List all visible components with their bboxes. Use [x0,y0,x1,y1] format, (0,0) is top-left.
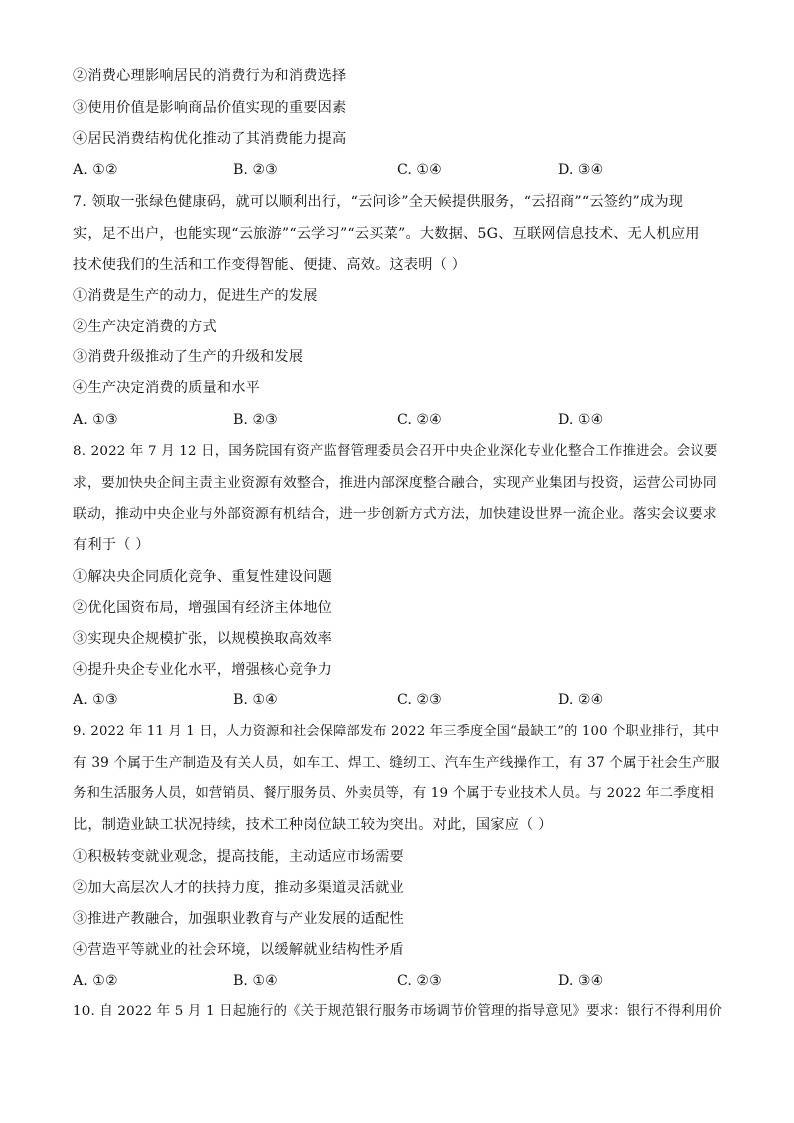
q7-statement-1: ①消费是生产的动力，促进生产的发展 [73,288,318,304]
q9-option-b: B. ①④ [233,973,278,989]
q7-option-a: A. ①③ [73,412,118,428]
q9-stem-line-1: 9. 2022 年 11 月 1 日，人力资源和社会保障部发布 2022 年三季度全国“最缺工”的 100 个职业排行，其中 [73,724,720,739]
q9-options [73,971,723,991]
q7-option-b: B. ②③ [233,412,278,428]
q9-statement-2: ②加大高层次人才的扶持力度，推动多渠道灵活就业 [73,880,404,896]
q9-stem-line-2: 有 39 个属于生产制造及有关人员，如车工、焊工、缝纫工、汽车生产线操作工，有 37 个属于社会生产服 [73,755,720,771]
q7-stem-line-1: 7. 领取一张绿色健康码，就可以顺利出行，“云问诊”全天候提供服务，“云招商”“云签约”成为现 [73,194,684,210]
q9-stem-line-4: 比，制造业缺工状况持续，技术工种岗位缺工较为突出。对此，国家应（ ） [73,817,553,833]
q8-options [73,690,723,710]
q10-stem-line-1: 10. 自 2022 年 5 月 1 日起施行的《关于规范银行服务市场调节价管理的指导意见》要求：银行不得利用价 [73,1004,723,1019]
q6-statement-3: ③使用价值是影响商品价值实现的重要因素 [73,100,347,116]
q8-option-c: C. ②③ [397,692,442,708]
q6-option-a: A. ①② [73,162,118,178]
q7-stem-line-2: 实，足不出户，也能实现“云旅游”“云学习”“云买菜”。大数据、5G、互联网信息技术、无人机应用 [73,226,700,242]
q7-option-d: D. ①④ [558,412,604,428]
q9-statement-1: ①积极转变就业观念，提高技能，主动适应市场需要 [73,849,404,865]
q8-statement-4: ④提升央企专业化水平，增强核心竞争力 [73,662,332,678]
q6-option-d: D. ③④ [558,162,604,178]
q7-stem-line-3: 技术使我们的生活和工作变得智能、便捷、高效。这表明（ ） [73,257,467,273]
q8-stem-line-2: 求，要加快央企间主责主业资源有效整合，推进内部深度整合融合，实现产业集团与投资，运营公司协同 [73,475,717,491]
q6-statement-4: ④居民消费结构优化推动了其消费能力提高 [73,131,347,147]
q9-option-c: C. ②③ [397,973,442,989]
q6-options [73,160,723,180]
q8-statement-2: ②优化国资布局，增强国有经济主体地位 [73,600,332,616]
q8-statement-1: ①解决央企同质化竞争、重复性建设问题 [73,569,332,585]
q7-options [73,410,723,430]
q9-option-d: D. ③④ [558,973,604,989]
q9-option-a: A. ①② [73,973,118,989]
q8-stem-line-3: 联动，推动中央企业与外部资源有机结合，进一步创新方式方法，加快建设世界一流企业。落实会议要求 [73,506,717,522]
q8-statement-3: ③实现央企规模扩张，以规模换取高效率 [73,631,332,647]
q9-statement-4: ④营造平等就业的社会环境，以缓解就业结构性矛盾 [73,942,404,958]
q8-option-b: B. ①④ [233,692,278,708]
q8-option-a: A. ①③ [73,692,118,708]
q6-option-b: B. ②③ [233,162,278,178]
q6-statement-2: ②消费心理影响居民的消费行为和消费选择 [73,68,347,84]
q7-option-c: C. ②④ [397,412,442,428]
q9-statement-3: ③推进产教融合，加强职业教育与产业发展的适配性 [73,911,404,927]
q8-stem-line-1: 8. 2022 年 7 月 12 日，国务院国有资产监督管理委员会召开中央企业深化专业化整合工作推进会。会议要 [73,444,718,459]
q8-stem-line-4: 有利于（ ） [73,537,150,553]
q9-stem-line-3: 务和生活服务人员，如营销员、餐厅服务员、外卖员等，有 19 个属于专业技术人员。与 2022 年二季度相 [73,786,714,801]
q6-option-c: C. ①④ [397,162,442,178]
q7-statement-3: ③消费升级推动了生产的升级和发展 [73,349,304,365]
q8-option-d: D. ②④ [558,692,604,708]
q7-statement-4: ④生产决定消费的质量和水平 [73,380,261,396]
q7-statement-2: ②生产决定消费的方式 [73,319,217,335]
